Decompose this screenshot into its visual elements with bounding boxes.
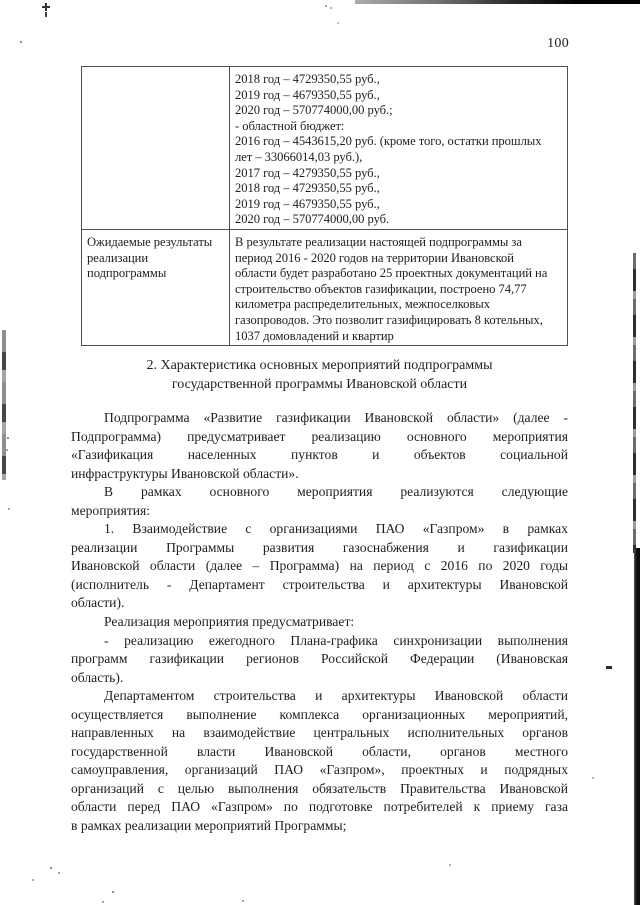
label-line: реализации bbox=[87, 250, 149, 265]
table-row bbox=[82, 67, 567, 229]
text-line: реализации Программы развития газоснабжения и газификации bbox=[71, 539, 568, 555]
text-line: направленных на взаимодействие центральных исполнительных органов bbox=[71, 725, 568, 741]
text-line: самоуправления, организаций ПАО «Газпром», проектных и подрядных bbox=[71, 762, 568, 778]
paragraph bbox=[71, 483, 568, 520]
scan-speck bbox=[112, 891, 114, 893]
scan-speck bbox=[20, 41, 22, 43]
scan-speck bbox=[449, 864, 451, 866]
scan-speck bbox=[102, 901, 104, 903]
text-line: государственной власти Ивановской области, органов местного bbox=[71, 743, 568, 759]
text-line: Подпрограмма) предусматривает реализацию основного мероприятия bbox=[71, 428, 568, 444]
text-line: Реализация мероприятия предусматривает: bbox=[104, 614, 355, 630]
table-line: - областной бюджет: bbox=[235, 118, 345, 133]
section-heading bbox=[71, 356, 568, 394]
scan-artifact-top-bar bbox=[355, 0, 640, 4]
table-cell-content bbox=[230, 67, 567, 229]
budget-table bbox=[81, 66, 568, 346]
scan-speck bbox=[6, 449, 8, 451]
paragraph bbox=[71, 613, 568, 632]
scan-artifact-right-strip-mid bbox=[633, 253, 636, 553]
text-line: области). bbox=[71, 595, 125, 611]
text-line: мероприятия: bbox=[71, 502, 151, 518]
scan-speck bbox=[592, 777, 594, 779]
text-line: область). bbox=[71, 669, 124, 685]
table-line: период 2016 - 2020 годов на территории Ивановской bbox=[235, 250, 514, 265]
label-line: Ожидаемые результаты bbox=[87, 235, 213, 249]
text-line: - реализацию ежегодного Плана-графика синхронизации выполнения bbox=[104, 632, 568, 648]
table-line: 2019 год – 4679350,55 руб., bbox=[235, 87, 380, 102]
document-body bbox=[71, 409, 568, 836]
text-line: в рамках реализации мероприятий Программы; bbox=[71, 818, 347, 834]
text-line: 1. Взаимодействие с организациями ПАО «Газпром» в рамках bbox=[104, 521, 568, 537]
table-line: 2019 год – 4679350,55 руб., bbox=[235, 196, 380, 211]
paragraph bbox=[71, 520, 568, 613]
scan-speck bbox=[8, 508, 10, 510]
text-line: «Газификация населенных пунктов и объектов социальной bbox=[71, 447, 568, 463]
table-line: строительство объектов газификации, построено 74,77 bbox=[235, 281, 527, 296]
text-line: программ газификации регионов Российской Федерации (Ивановская bbox=[71, 651, 568, 667]
table-row bbox=[82, 229, 567, 346]
text-line: области перед ПАО «Газпром» по подготовке потребителей к приему газа bbox=[71, 799, 568, 815]
table-line: В результате реализации настоящей подпрограммы за bbox=[235, 235, 522, 249]
scan-artifact-tick-mark bbox=[45, 12, 47, 17]
scan-artifact-plus-mark bbox=[45, 3, 47, 11]
page-number: 100 bbox=[547, 36, 569, 51]
table-line: 2020 год – 570774000,00 руб. bbox=[235, 212, 390, 227]
paragraph bbox=[71, 409, 568, 483]
text-line: осуществляется выполнение комплекса организационных мероприятий, bbox=[71, 706, 568, 722]
table-line: 2018 год – 4729350,55 руб., bbox=[235, 72, 380, 86]
scan-speck bbox=[58, 872, 60, 874]
table-line: 2017 год – 4279350,55 руб., bbox=[235, 165, 380, 180]
table-line: газопроводов. Это позволит газифицировать 8 котельных, bbox=[235, 312, 543, 327]
paragraph bbox=[71, 687, 568, 835]
table-cell-label bbox=[82, 67, 230, 229]
text-line: инфраструктуры Ивановской области». bbox=[71, 465, 299, 481]
scan-speck bbox=[337, 22, 339, 24]
label-line: подпрограммы bbox=[87, 266, 167, 281]
text-line: Ивановской области (далее – Программа) на период с 2016 по 2020 годы bbox=[71, 558, 568, 574]
text-line: (исполнитель - Департамент строительства и архитектуры Ивановской bbox=[71, 576, 568, 592]
table-cell-label bbox=[82, 230, 230, 346]
table-line: области будет разработано 25 проектных документаций на bbox=[235, 266, 548, 281]
paragraph bbox=[71, 632, 568, 688]
table-line: лет – 33066014,03 руб.), bbox=[235, 149, 363, 164]
scan-speck bbox=[32, 879, 34, 881]
scan-speck bbox=[50, 867, 52, 869]
table-cell-content bbox=[230, 230, 567, 346]
heading-line: 2. Характеристика основных мероприятий подпрограммы bbox=[146, 358, 493, 373]
text-line: Департаментом строительства и архитектуры Ивановской области bbox=[104, 688, 568, 704]
text-line: Подпрограмма «Развитие газификации Ивановской области» (далее - bbox=[104, 410, 568, 425]
scan-artifact-right-strip-low bbox=[634, 548, 640, 905]
table-line: 2018 год – 4729350,55 руб., bbox=[235, 181, 380, 196]
text-line: организаций с целью выполнения обязательств Правительства Ивановской bbox=[71, 780, 568, 796]
table-line: километра распределительных, межпоселковых bbox=[235, 297, 490, 312]
scan-speck bbox=[325, 5, 327, 7]
scan-speck bbox=[242, 900, 244, 902]
scan-speck bbox=[7, 437, 9, 439]
table-line: 1037 домовладений и квартир bbox=[235, 328, 394, 343]
scan-artifact-dash bbox=[606, 666, 612, 669]
text-line: В рамках основного мероприятия реализуются следующие bbox=[104, 484, 568, 500]
table-line: 2020 год – 570774000,00 руб.; bbox=[235, 103, 393, 118]
table-line: 2016 год – 4543615,20 руб. (кроме того, остатки прошлых bbox=[235, 134, 542, 149]
scan-speck bbox=[330, 7, 332, 9]
heading-line: государственной программы Ивановской области bbox=[171, 377, 468, 392]
scan-artifact-plus-mark bbox=[42, 6, 50, 8]
scan-artifact-left-strip bbox=[2, 330, 6, 480]
